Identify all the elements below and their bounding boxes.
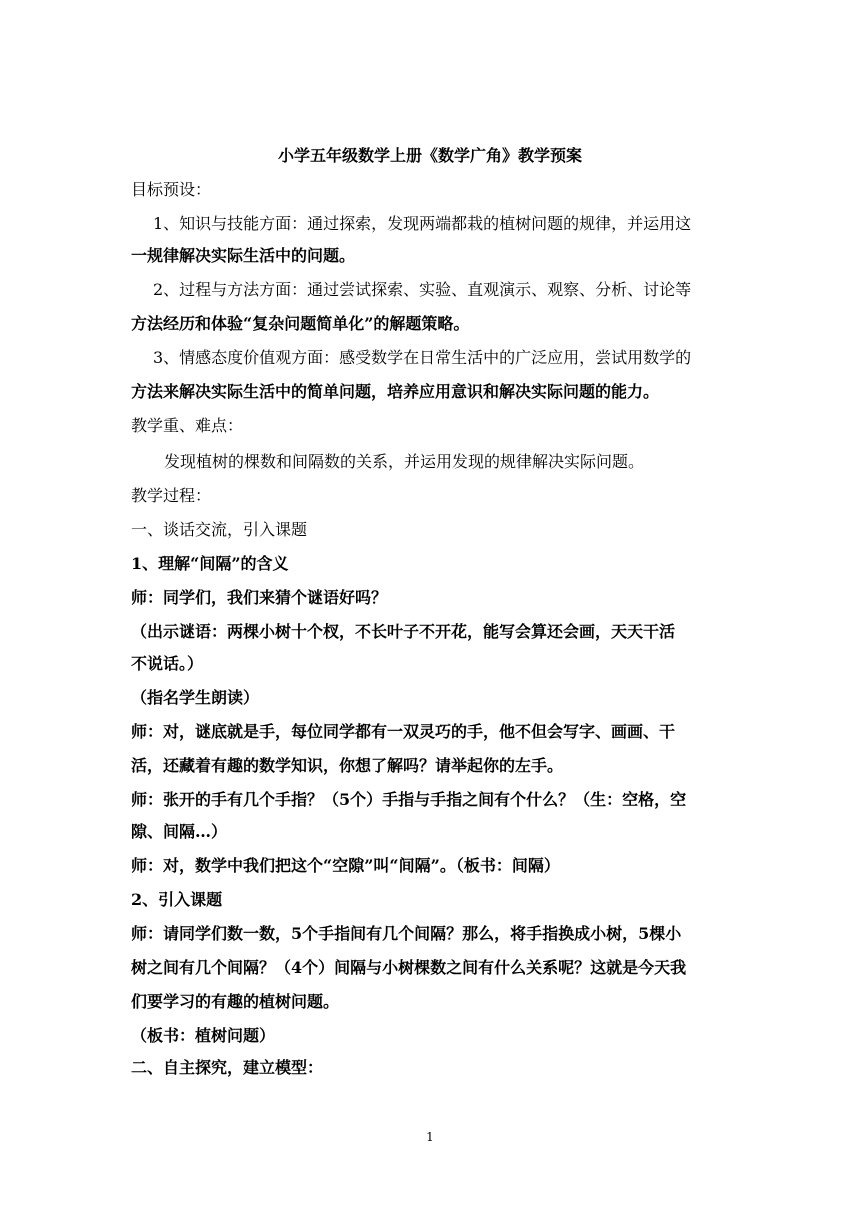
paragraph-line: 3、情感态度价值观方面：感受数学在日常生活中的广泛应用，尝试用数学的 [153,348,692,367]
paragraph-line: 树之间有几个间隔？（4个）间隔与小树棵数之间有什么关系呢？这就是今天我 [131,958,687,977]
paragraph-line: 隙、间隔…） [131,822,228,841]
document-title: 小学五年级数学上册《数学广角》教学预案 [277,146,582,165]
section-heading-goals: 目标预设： [131,180,212,199]
paragraph-line: 师：请同学们数一数，5个手指间有几个间隔？那么，将手指换成小树，5棵小 [131,924,682,943]
paragraph-line: 方法来解决实际生活中的简单问题，培养应用意识和解决实际问题的能力。 [131,382,660,401]
page-number: 1 [426,1130,434,1144]
paragraph-line: 2、过程与方法方面：通过尝试探索、实验、直观演示、观察、分析、讨论等 [153,280,692,299]
paragraph-line: 一、谈话交流，引入课题 [131,520,308,539]
paragraph-line: 师：张开的手有几个手指？（5个）手指与手指之间有个什么？（生：空格，空 [131,790,687,809]
paragraph-line: 活，还藏着有趣的数学知识，你想了解吗？请举起你的左手。 [131,756,564,775]
paragraph-line: 们要学习的有趣的植树问题。 [131,992,340,1011]
paragraph-line: （指名学生朗读） [131,688,260,707]
paragraph-line: 方法经历和体验“复杂问题简单化”的解题策略。 [131,314,470,333]
paragraph-line: 发现植树的棵数和间隔数的关系，并运用发现的规律解决实际问题。 [164,452,645,471]
paragraph-line: 2、引入课题 [131,890,223,909]
paragraph-line: 不说话。） [131,654,204,673]
paragraph-line: 师：对，谜底就是手，每位同学都有一双灵巧的手，他不但会写字、画画、干 [131,722,676,741]
section-heading-key-points: 教学重、难点： [131,416,244,435]
section-heading-process: 教学过程： [131,486,212,505]
paragraph-line: 一规律解决实际生活中的问题。 [131,246,356,265]
paragraph-line: 师：对，数学中我们把这个“空隙”叫“间隔”。（板书：间隔） [131,856,560,875]
paragraph-line: （出示谜语：两棵小树十个杈，不长叶子不开花，能写会算还会画，天天干活 [131,622,676,641]
paragraph-line: 师：同学们，我们来猜个谜语好吗？ [131,588,388,607]
paragraph-line: （板书：植树问题） [131,1026,276,1045]
paragraph-line: 1、知识与技能方面：通过探索，发现两端都栽的植树问题的规律，并运用这 [153,214,692,233]
paragraph-line: 1、理解“间隔”的含义 [131,554,289,573]
paragraph-line: 二、自主探究，建立模型： [131,1058,324,1077]
